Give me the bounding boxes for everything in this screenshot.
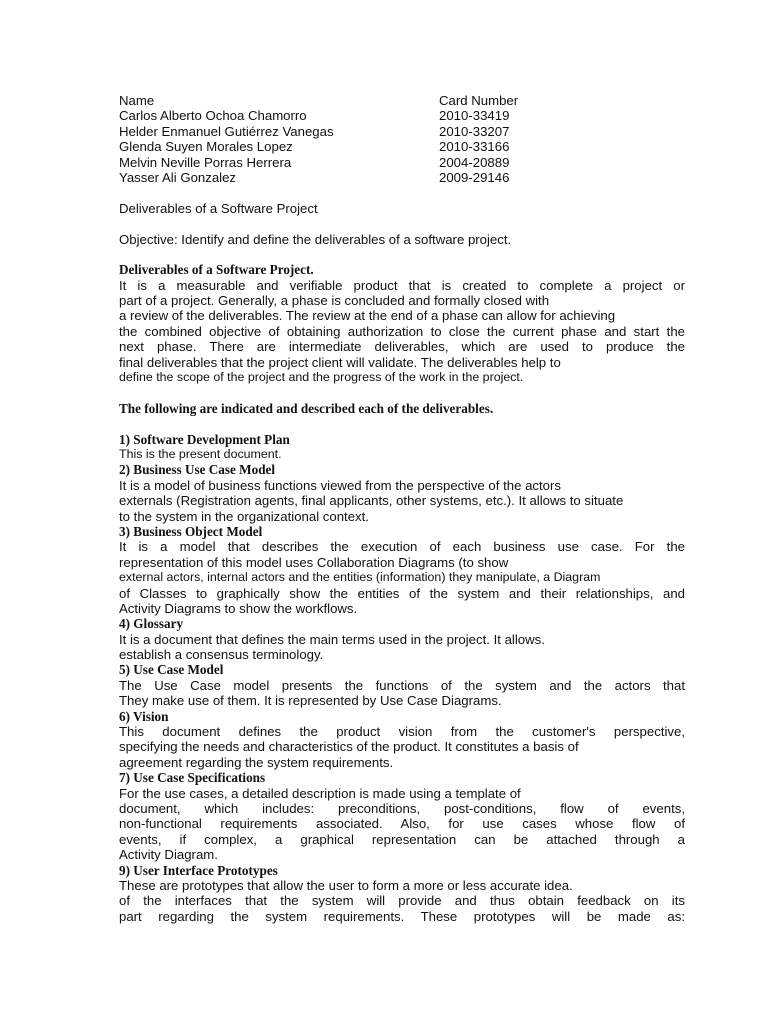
team-member-name: Melvin Neville Porras Herrera: [119, 154, 292, 170]
deliverable-heading: 2) Business Use Case Model: [119, 462, 276, 478]
deliverable-line: The Use Case model presents the functions of the system and the actors that: [119, 677, 685, 693]
deliverable-line: It is a document that defines the main terms used in the project. It allows.: [119, 631, 545, 647]
deliverable-heading: 9) User Interface Prototypes: [119, 862, 278, 878]
deliverable-line: of the interfaces that the system will provide and thus obtain feedback on its: [119, 893, 685, 909]
team-table: [119, 93, 685, 185]
deliverable-section: [119, 462, 685, 524]
team-member-row: [119, 139, 685, 154]
spacer: [119, 416, 685, 431]
intro-line: the combined objective of obtaining authorization to close the current phase and start the: [119, 323, 685, 339]
deliverable-section: [119, 863, 685, 925]
deliverable-section: [119, 432, 685, 463]
team-header-row: [119, 93, 685, 108]
deliverable-line: These are prototypes that allow the user to form a more or less accurate idea.: [119, 877, 573, 893]
deliverable-line: For the use cases, a detailed description is made using a template of: [119, 785, 521, 801]
team-header-card: Card Number: [439, 93, 519, 108]
deliverable-line: This document defines the product vision from the customer's perspective,: [119, 724, 685, 740]
intro-heading: Deliverables of a Software Project.: [119, 262, 314, 278]
deliverable-heading: 1) Software Development Plan: [119, 431, 290, 447]
document-page: [119, 93, 685, 924]
deliverable-section: [119, 616, 685, 662]
team-member-row: [119, 170, 685, 185]
deliverable-section: [119, 662, 685, 708]
deliverable-line: They make use of them. It is represented by Use Case Diagrams.: [119, 693, 502, 709]
team-member-card: 2009-29146: [439, 169, 510, 185]
spacer: [119, 247, 685, 262]
deliverable-line: agreement regarding the system requirements.: [119, 754, 394, 770]
deliverable-line: This is the present document.: [119, 446, 282, 461]
deliverable-line: non-functional requirements associated. Also, for use cases whose flow of: [119, 816, 685, 832]
intro-body: [119, 278, 685, 386]
team-member-row: [119, 124, 685, 139]
document-title: Deliverables of a Software Project: [119, 200, 318, 216]
deliverable-section: [119, 524, 685, 616]
deliverable-line: of Classes to graphically show the entities of the system and their relationships, and: [119, 585, 685, 601]
team-member-name: Carlos Alberto Ochoa Chamorro: [119, 108, 307, 124]
deliverable-line: specifying the needs and characteristics of the product. It constitutes a basis of: [119, 739, 579, 755]
deliverable-line: representation of this model uses Collaboration Diagrams (to show: [119, 554, 509, 570]
team-member-name: Helder Enmanuel Gutiérrez Vanegas: [119, 123, 334, 139]
deliverable-section: [119, 770, 685, 862]
deliverable-line: Activity Diagram.: [119, 847, 218, 863]
team-member-name: Glenda Suyen Morales Lopez: [119, 139, 293, 155]
deliverable-heading: 4) Glossary: [119, 616, 184, 632]
team-member-row: [119, 155, 685, 170]
team-member-card: 2004-20889: [439, 154, 510, 170]
team-member-card: 2010-33166: [439, 139, 510, 155]
deliverable-heading: 3) Business Object Model: [119, 523, 263, 539]
deliverable-line: externals (Registration agents, final applicants, other systems, etc.). It allows to situate: [119, 493, 624, 509]
deliverable-line: part regarding the system requirements. These prototypes will be made as:: [119, 908, 685, 924]
deliverable-section: [119, 709, 685, 771]
intro-line: It is a measurable and verifiable product that is created to complete a project or: [119, 277, 685, 293]
deliverable-heading: 5) Use Case Model: [119, 662, 224, 678]
intro-line: final deliverables that the project client will validate. The deliverables help to: [119, 354, 561, 370]
list-intro-heading: The following are indicated and described each of the deliverables.: [119, 400, 494, 416]
team-header-name: Name: [119, 93, 155, 108]
team-member-name: Yasser Ali Gonzalez: [119, 169, 237, 185]
deliverable-line: It is a model that describes the execution of each business use case. For the: [119, 539, 685, 555]
deliverable-line: It is a model of business functions viewed from the perspective of the actors: [119, 477, 562, 493]
deliverable-heading: 7) Use Case Specifications: [119, 770, 266, 786]
intro-line: part of a project. Generally, a phase is concluded and formally closed with: [119, 293, 550, 309]
deliverable-line: external actors, internal actors and the entities (information) they manipulate, a Diagram: [119, 570, 601, 585]
deliverable-line: establish a consensus terminology.: [119, 647, 324, 663]
deliverable-line: events, if complex, a graphical representation can be attached through a: [119, 831, 685, 847]
objective-text: Objective: Identify and define the deliverables of a software project.: [119, 231, 512, 247]
team-member-card: 2010-33207: [439, 123, 510, 139]
spacer: [119, 385, 685, 400]
intro-line: define the scope of the project and the progress of the work in the project.: [119, 370, 524, 385]
team-member-card: 2010-33419: [439, 108, 510, 124]
deliverable-line: document, which includes: preconditions, post-conditions, flow of events,: [119, 800, 685, 816]
intro-line: next phase. There are intermediate deliverables, which are used to produce the: [119, 339, 685, 355]
team-member-row: [119, 108, 685, 123]
deliverable-heading: 6) Vision: [119, 708, 169, 724]
deliverable-line: to the system in the organizational context.: [119, 508, 369, 524]
intro-line: a review of the deliverables. The review at the end of a phase can allow for achieving: [119, 308, 616, 324]
spacer: [119, 216, 685, 231]
spacer: [119, 185, 685, 200]
deliverable-line: Activity Diagrams to show the workflows.: [119, 600, 358, 616]
deliverables-list: [119, 432, 685, 925]
